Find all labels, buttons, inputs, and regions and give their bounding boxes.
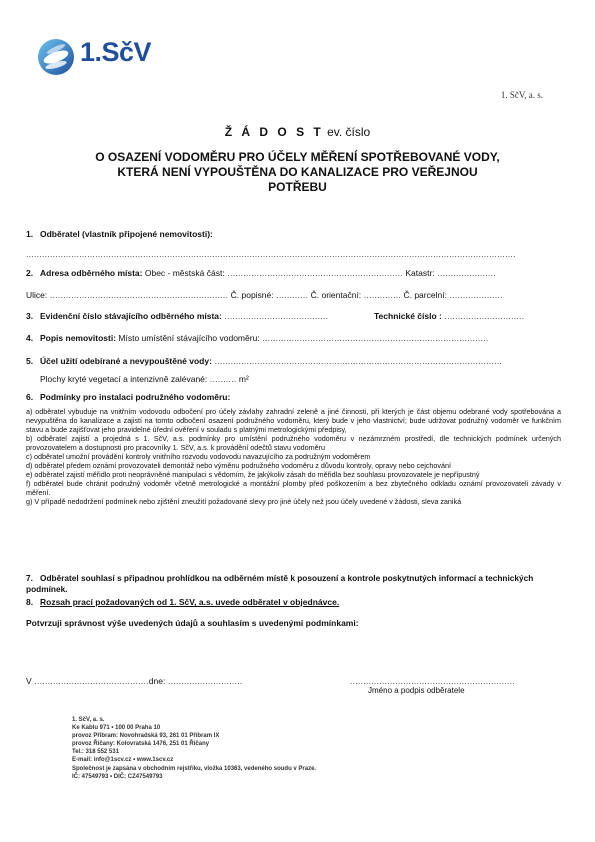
logo-text: 1.SčV [80,37,152,67]
katastr-label: Katastr: [403,268,435,278]
section-2-label: Adresa odběrného místa: [40,268,143,278]
signature-label: Jméno a podpis odběratele [368,686,465,695]
section-2-address-row [26,290,503,301]
logo-swirl-icon [36,34,78,80]
footer-line: Tel.: 318 552 531 [72,749,119,756]
katastr-field[interactable]: ...................... [434,268,496,278]
tech-number-label: Technické číslo : [374,311,442,321]
section-4-label: Popis nemovitosti: [40,333,117,343]
footer-line: IČ: 47549793 • DIČ: CZ47549793 [72,773,163,780]
footer-line: provoz Říčany: Kolovratská 1476, 251 01 Říčany [72,741,210,748]
place-label: V [26,676,32,686]
section-3-label: Evidenční číslo stávajícího odběrného místa: [40,311,222,321]
obec-label: Obec - městská část: [142,268,225,278]
c-orientacni-field[interactable]: .............. [361,290,402,300]
section-1: 1. Odběratel (vlastník připojené nemovitosti): [26,229,213,239]
signature-field[interactable]: .............................................................. [350,676,516,686]
vegetation-area-label: Plochy kryté vegetací a intenzivně zalévané: [40,374,208,384]
condition-d: d) odběratel předem oznámí provozovateli demontáž nebo výměnu podružného vodoměru z důvodu kontroly, opravy nebo cejchování [26,461,451,471]
vegetation-area-field[interactable]: .......... [207,374,237,384]
obec-field[interactable]: .................................................................. [224,268,404,278]
c-orientacni-label: Č. orientační: [308,290,362,300]
condition-b: b) odběratel zajistí a projedná s 1. SčV, a.s. podmínky pro umístění podružného vodoměru v nezámrzném prostředí, dle technických podmínek určených provozovatelem a dostupnosti pro pracovníky 1. SčV, a.s. k provádění odečtů stavu vodoměru [26,434,561,453]
c-parcelni-label: Č. parcelní: [401,290,447,300]
form-subtitle: O OSAZENÍ VODOMĚRU PRO ÚČELY MĚŘENÍ SPOTŘEBOVANÉ VODY, KTERÁ NENÍ VYPOUŠTĚNA DO KANALIZACE PRO VEŘEJNOU POTŘEBU [95,150,500,194]
section-3: 3. Evidenční číslo stávajícího odběrného místa: ....................................... [26,311,329,321]
condition-e: e) odběratel zajistí měřidlo proti neoprávněné manipulaci s vědomím, že jakýkoliv zásah do měřidla bez souhlasu provozovatele je nepřípustný [26,470,480,480]
evidencni-cislo-field[interactable]: ....................................... [221,311,329,321]
footer-line: Ke Kablu 971 • 100 00 Praha 10 [72,725,161,732]
footer-line: provoz Příbram: Novohradská 93, 261 01 Příbram IX [72,733,220,740]
condition-g: g) V případě nedodržení podmínek nebo zjištění zneužití požadované slevy pro jiné účely než jsou účely uvedené v žádosti, sleva zaniká [26,497,462,507]
c-popisne-label: Č. popisné: [228,290,274,300]
condition-c: c) odběratel umožní provádění kontroly vnitřního rozvodu vodovodu navazujícího za podružným vodoměrem [26,452,371,462]
section-7: 7. Odběratel souhlasí s připadnou prohlídkou na odběrném místě k posouzení a kontrole poskytnutých informací a technických podmínek. [26,573,534,594]
confirmation-statement: Potvrzuji správnost výše uvedených údajů a souhlasím s uvedenými podmínkami: [26,618,359,628]
meter-location-field[interactable]: ..................................................................................... [259,333,489,343]
footer-line: E-mail: info@1scv.cz • www.1scv.cz [72,757,174,764]
conditions-list [26,407,561,507]
date-field[interactable]: ............................ [165,676,243,686]
section-8: 8. Rozsah prací požadovaných od 1. SčV, a.s. uvede odběratel v objednávce. [26,597,340,607]
place-field[interactable]: ........................................... [31,676,149,686]
section-7-text: Odběratel souhlasí s připadnou prohlídkou na odběrném místě k posouzení a kontrole poskytnutých informací a technických podmínek. [26,573,534,594]
document-reference: 1. SčV, a. s. [500,90,543,100]
footer-line: Společnost je zapsána v obchodním rejstříku, vložka 10363, vedeného soudu v Praze. [72,765,317,772]
area-unit: m² [238,374,249,384]
date-label: dne: [148,676,166,686]
form-title [0,125,595,139]
vegetation-area-row [40,374,249,385]
company-footer [72,716,316,781]
c-popisne-field[interactable]: ............ [273,290,309,300]
section-5-label: Účel užití odebírané a nevypouštěné vody: [40,356,212,366]
section-4: 4. Popis nemovitosti: Místo umístění stávajícího vodoměru: ..................................................................................... [26,333,489,343]
ulice-label: Ulice: [26,290,48,300]
tech-number-field[interactable]: .............................. [441,311,525,321]
condition-f: f) odběratel bude chránit podružný vodoměr včetně metrologické a montážní plomby před poškozením a bez zbytečného odkladu oznámí provozovateli závady v měření. [26,479,561,498]
section-1-label: Odběratel (vlastník připojené nemovitosti): [40,229,213,239]
title-zadost: Ž Á D O S T [224,125,324,139]
section-5: 5. Účel užití odebírané a nevypouštěné vody: ............................................................................................................ [26,356,503,366]
title-ev-cislo: ev. číslo [323,125,371,139]
c-parcelni-field[interactable]: .................... [446,290,503,300]
condition-a: a) odběratel vybuduje na vnitřním vodovodu odbočení pro účely závlahy zahradní zeleně a jiné činnosti, při kterých je část objemu odebrané vody spotřebována a nevypuštěna do kanalizace a zajistí na tomto odbočení osazení podružného vodoměru, který bude v jeho vlastnictví; bude udržovat podružný vodoměr ve funkčním stavu a bude zajišťovat jeho pravidelné úřední ověření v souladu s platnými metrologickými předpisy, [26,407,561,435]
footer-line: 1. SčV, a. s. [72,717,105,723]
owner-field[interactable]: ........................................................................................................................................................................................ [26,249,516,259]
section-6-label: Podmínky pro instalaci podružného vodoměru: [40,392,231,402]
company-logo [36,34,166,80]
section-6: 6. Podmínky pro instalaci podružného vodoměru: [26,392,231,402]
section-8-text: Rozsah prací požadovaných od 1. SčV, a.s. uvede odběratel v objednávce. [40,597,340,607]
technical-number-row [374,311,524,322]
section-2: 2. Adresa odběrného místa: Obec - městská část: .................................................................. Katastr: ...................... [26,268,496,278]
ulice-field[interactable]: ................................................................... [47,290,229,300]
usage-purpose-field[interactable]: ............................................................................................................ [211,356,503,366]
meter-location-label: Místo umístění stávajícího vodoměru: [116,333,260,343]
place-date-row [26,676,243,686]
